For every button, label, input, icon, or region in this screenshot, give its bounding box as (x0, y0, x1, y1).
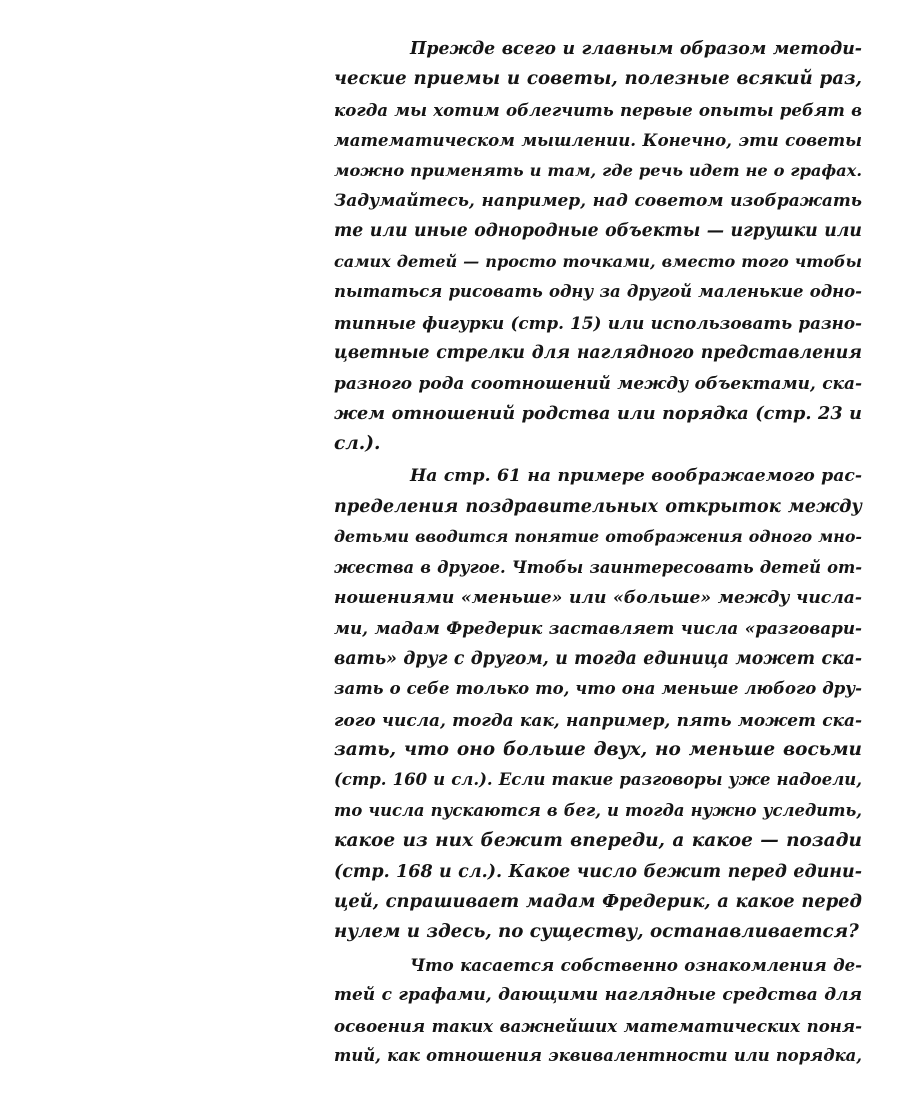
text-line: самих детей — просто точками, вместо того чтобы (334, 251, 862, 271)
text-column (334, 34, 862, 1071)
paragraph-2 (334, 461, 862, 947)
text-line: Что касается собственно ознакомления де- (410, 954, 862, 975)
text-line: ческие приемы и советы, полезные всякий раз, (334, 68, 862, 90)
text-line: цветные стрелки для наглядного представления (334, 342, 862, 363)
text-line: можно применять и там, где речь идет не о графах. (334, 160, 862, 180)
text-line: сл.). (334, 433, 381, 455)
text-line: жем отношений родства или порядка (стр. 23 и (334, 402, 862, 424)
text-line: то числа пускаются в бег, и тогда нужно уследить, (334, 800, 862, 820)
text-line: зать о себе только то, что она меньше любого дру- (334, 679, 862, 699)
text-line: вать» друг с другом, и тогда единица может ска- (334, 648, 862, 669)
text-line: типные фигурки (стр. 15) или использовать разно- (334, 312, 862, 333)
text-line: Прежде всего и главным образом методи- (410, 39, 862, 59)
text-line: тий, как отношения эквивалентности или порядка, (334, 1045, 862, 1065)
text-line: гого числа, тогда как, например, пять может ска- (334, 709, 862, 730)
text-line: Задумайтесь, например, над советом изображать (334, 190, 862, 211)
text-line: зать, что оно больше двух, но меньше восьми (334, 738, 862, 760)
paragraph-1 (334, 34, 862, 459)
text-line: ношениями «меньше» или «больше» между числа- (334, 588, 862, 609)
text-line: какое из них бежит впереди, а какое — позади (334, 830, 862, 852)
text-line: разного рода соотношений между объектами, ска- (334, 373, 862, 394)
text-line: когда мы хотим облегчить первые опыты ребят в (334, 99, 862, 120)
text-line: цей, спрашивает мадам Фредерик, а какое перед (334, 890, 862, 912)
text-line: На стр. 61 на примере воображаемого рас- (410, 466, 862, 487)
text-line: нулем и здесь, по существу, останавливается? (334, 921, 859, 943)
text-line: пытаться рисовать одну за другой маленькие одно- (334, 282, 862, 302)
text-line: ми, мадам Фредерик заставляет числа «разговари- (334, 618, 862, 639)
text-line: освоения таких важнейших математических поня- (334, 1015, 862, 1036)
text-line: жества в другое. Чтобы заинтересовать детей от- (334, 557, 862, 577)
text-line: (стр. 160 и сл.). Если такие разговоры уже надоели, (334, 770, 862, 790)
text-line: математическом мышлении. Конечно, эти советы (334, 130, 862, 151)
text-line: те или иные однородные объекты — игрушки или (334, 221, 862, 242)
paragraph-3 (334, 950, 862, 1072)
text-line: пределения поздравительных открыток между (334, 495, 862, 517)
text-line: (стр. 168 и сл.). Какое число бежит перед едини- (334, 861, 862, 882)
text-line: тей с графами, дающими наглядные средства для (334, 985, 862, 1006)
text-line: детьми вводится понятие отображения одного мно- (334, 527, 862, 547)
